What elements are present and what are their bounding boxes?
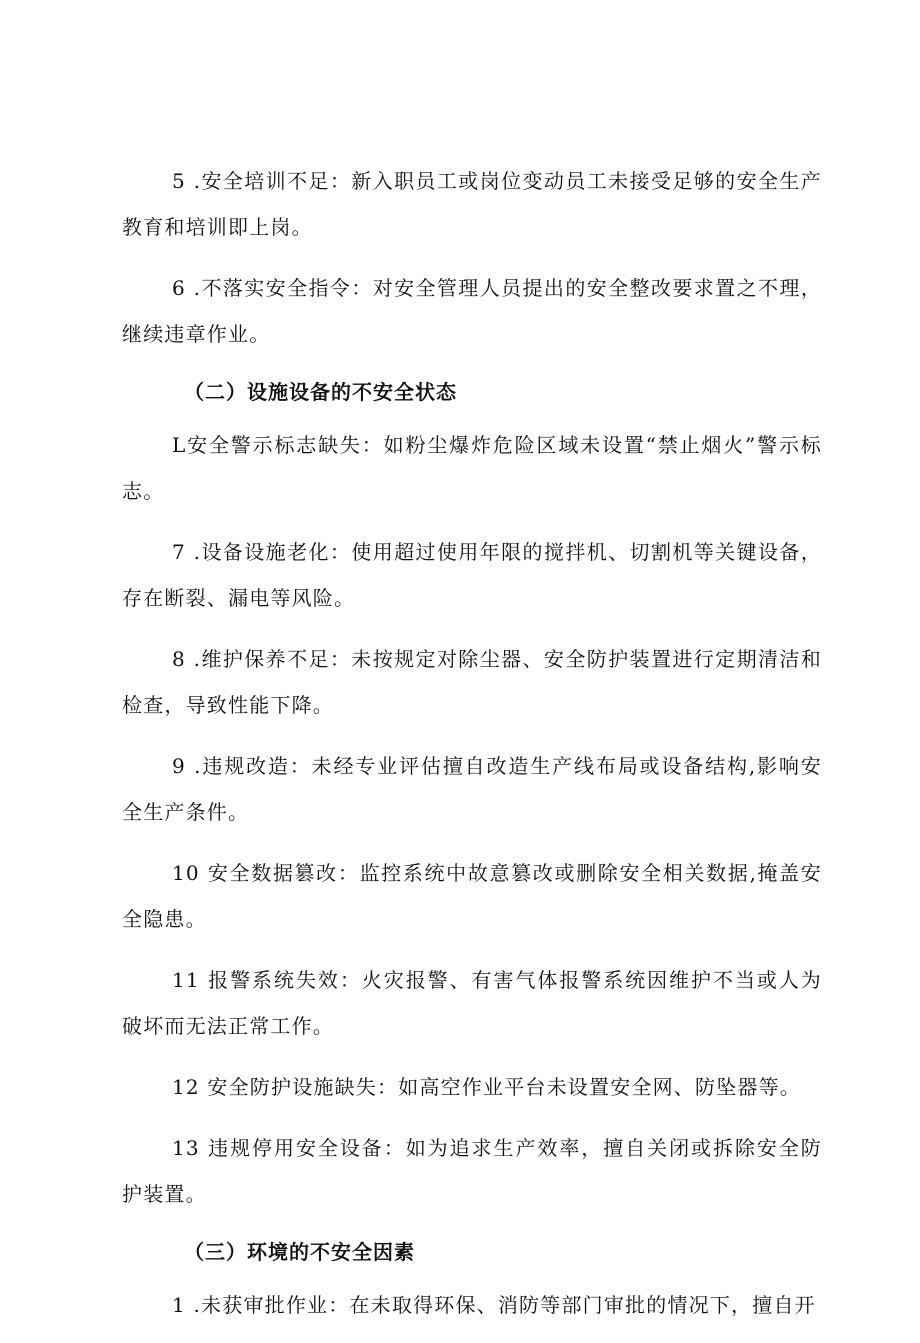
paragraph-warning-signs: L安全警示标志缺失：如粉尘爆炸危险区域未设置“禁止烟火”警示标志。 <box>122 433 822 503</box>
paragraph-item-8: 8 .维护保养不足：未按规定对除尘器、安全防护装置进行定期清洁和检查，导致性能下降。 <box>122 647 822 717</box>
paragraph-item-5: 5 .安全培训不足：新入职员工或岗位变动员工未接受足够的安全生产教育和培训即上岗。 <box>122 169 822 239</box>
paragraph-item-11: 11 报警系统失效：火灾报警、有害气体报警系统因维护不当或人为破坏而无法正常工作。 <box>122 968 822 1038</box>
paragraph-item-10: 10 安全数据篡改：监控系统中故意篡改或删除安全相关数据,掩盖安全隐患。 <box>122 861 822 931</box>
paragraph-item-9: 9 .违规改造：未经专业评估擅自改造生产线布局或设备结构,影响安全生产条件。 <box>122 754 822 824</box>
paragraph-item-7: 7 .设备设施老化：使用超过使用年限的搅拌机、切割机等关键设备，存在断裂、漏电等风险。 <box>122 540 822 610</box>
paragraph-env-item-1: 1 .未获审批作业：在未取得环保、消防等部门审批的情况下，擅自开 <box>172 1293 816 1317</box>
section-heading-environment: （三）环境的不安全因素 <box>184 1240 415 1264</box>
paragraph-item-12: 12 安全防护设施缺失：如高空作业平台未设置安全网、防坠器等。 <box>172 1075 802 1099</box>
paragraph-item-13: 13 违规停用安全设备：如为追求生产效率，擅自关闭或拆除安全防护装置。 <box>122 1136 822 1206</box>
section-heading-facilities: （二）设施设备的不安全状态 <box>184 380 457 404</box>
document-body <box>122 158 822 1343</box>
paragraph-item-6: 6 .不落实安全指令：对安全管理人员提出的安全整改要求置之不理，继续违章作业。 <box>122 276 822 346</box>
